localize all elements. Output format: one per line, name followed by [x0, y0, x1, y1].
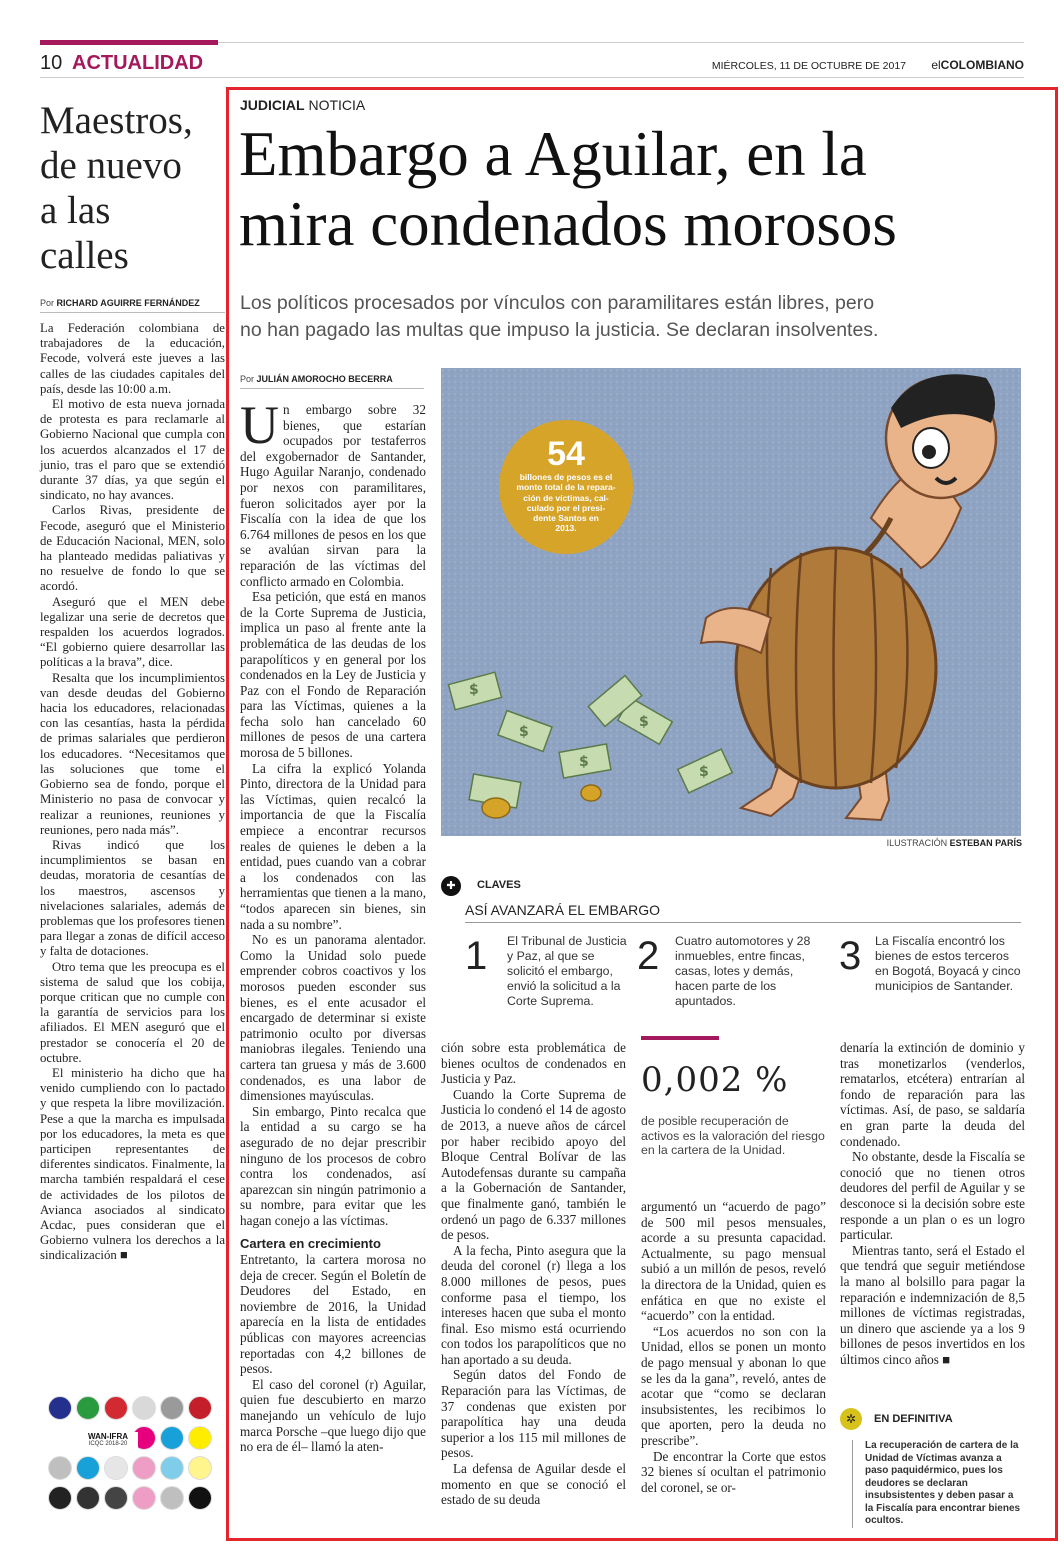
side-title-line: Maestros, — [40, 99, 193, 142]
paragraph: Rivas indicó que los incumplimientos se basan en deudas, moratoria de cesantías de los maestros, ascensos y nivelaciones salariales, además de problemas que los profesores tienen para llegar a zonas de difícil acceso y falta de dotaciones. — [40, 837, 225, 959]
kicker — [240, 97, 365, 113]
color-swatch — [132, 1486, 156, 1510]
logo-caption: ICQC 2018-20 — [88, 1441, 128, 1447]
clave-number: 3 — [839, 934, 862, 978]
color-swatch — [188, 1486, 212, 1510]
paragraph: Sin embargo, Pinto recalca que la entidad a su cargo se ha asegurado de no dejar prescribir ninguno de los procesos de cobro contra los condenados, así aparezcan sin ningún patrimonio a su nombre, para evitar que les hagan conejo a las víctimas. — [240, 1103, 426, 1228]
illustration-credit — [870, 838, 1022, 848]
article-column-2 — [441, 1040, 626, 1508]
clave-number: 2 — [637, 934, 660, 978]
color-swatch — [188, 1456, 212, 1480]
color-swatch — [132, 1396, 156, 1420]
bill-symbol: $ — [469, 682, 479, 698]
paragraph: Carlos Rivas, presidente de Fecode, aseguró que el Ministerio de Educación Nacional, MEN, solo ha planteado medidas paliativas y no resuelve de fondo lo que se acordó. — [40, 503, 225, 594]
badge-line: billones de pesos es el — [519, 472, 613, 482]
color-swatch — [160, 1486, 184, 1510]
illustration — [441, 368, 1021, 836]
issue-date: MIÉRCOLES, 11 DE OCTUBRE DE 2017 — [711, 60, 906, 72]
paragraph: Otro tema que les preocupa es el sistema de salud que los cobija, porque critican que no cumple con la garantía de servicios para los afiliados. El MEN aseguró que el prestador se conocería el 20 de octubre. — [40, 959, 225, 1065]
stat-badge — [499, 420, 633, 554]
claves-label: CLAVES — [477, 879, 521, 891]
wan-ifra-logo — [78, 1432, 138, 1456]
color-swatch — [104, 1456, 128, 1480]
paragraph: La Federación colombiana de trabajadores de la educación, Fecode, volverá este jueves a las calles de las ciudades capitales del país, desde las 10:00 a.m. — [40, 321, 225, 396]
paragraph: A la fecha, Pinto asegura que la deuda del coronel (r) llega a los 8.000 millones de pesos, pues conforme pasa el tiempo, los intereses hacen que suba el monto final. Eso mismo está ocurriendo con todos los parapolíticos que no han aportado a su deuda. — [441, 1242, 626, 1367]
badge-line: culado por el presi- — [526, 502, 606, 513]
color-swatch — [104, 1396, 128, 1420]
claves-title: ASÍ AVANZARÁ EL EMBARGO — [465, 902, 661, 918]
paragraph: El ministerio ha dicho que ha venido cumpliendo con lo pactado y que respeta la libre movilización. Pese a que la marcha es impulsada por los educadores, la meta es que participen representantes de diferentes sindicatos. Finalmente, la marcha también respaldará el cese de actividades de los pilotos de Avianca asociados al sindicato Acdac, pues consideran que el Gobierno vulnera los derechos a la sindicalización ■ — [40, 1065, 225, 1263]
en-definitiva-label: EN DEFINITIVA — [874, 1413, 953, 1425]
side-byline — [40, 298, 225, 313]
paragraph: Cuando la Corte Suprema de Justicia lo condenó el 14 de agosto de 2013, a nueve años de cárcel por haber recibido apoyo del Bloque Central Bolívar de las Autodefensas durante su campaña a la Gobernación de Santander, que finalmente ganó, también le ordenó un pago de 6.337 millones de pesos. — [441, 1086, 626, 1243]
side-title-line: a las — [40, 189, 111, 232]
stat-value: 0,002 % — [641, 1060, 789, 1100]
side-title-line: de nuevo — [40, 144, 182, 187]
kicker-type: NOTICIA — [308, 97, 366, 113]
clave-number: 1 — [465, 934, 488, 978]
paragraph: Aseguró que el MEN debe legalizar una serie de decretos que respalden los acuerdos logrados. “El gobierno quiere desarrollar las políticas a la brava”, dice. — [40, 594, 225, 670]
section-name: ACTUALIDAD — [72, 52, 204, 74]
kicker-section: JUDICIAL — [240, 97, 305, 113]
en-definitiva-icon: ✲ — [840, 1408, 862, 1430]
en-definitiva-text: La recuperación de cartera de la Unidad de Víctimas avanza a paso paquidérmico, pues los deudores se declaran insubsistentes y deben pasar a la Fiscalía para encontrar bienes ocultos. — [852, 1440, 1024, 1528]
badge-line: 2013. — [555, 523, 577, 534]
badge-text — [499, 472, 633, 534]
header-rule — [218, 42, 1024, 43]
paragraph: Entretanto, la cartera morosa no deja de crecer. Según el Boletín de Deudores del Estado, en noviembre de 2016, la Unidad aparecía en la lista de entidades públicas con mayores acreencias reportadas con 4,2 billones de pesos. — [240, 1252, 426, 1377]
bill-symbol: $ — [519, 724, 529, 740]
headline — [239, 119, 1049, 259]
credit-prefix: ILUSTRACIÓN — [886, 838, 948, 848]
paragraph: La defensa de Aguilar desde el momento en que se conoció el estado de su deuda — [441, 1461, 626, 1508]
side-article-title — [40, 98, 225, 278]
badge-line: ción de víctimas, cal- — [523, 492, 609, 503]
article-column-1 — [240, 395, 426, 1455]
color-swatch — [76, 1486, 100, 1510]
color-swatch — [132, 1456, 156, 1480]
brand-logo — [931, 58, 1024, 72]
color-swatch — [76, 1456, 100, 1480]
bill-symbol: $ — [699, 764, 709, 780]
claves-box — [441, 872, 1021, 1020]
color-swatch — [48, 1456, 72, 1480]
byline-author: RICHARD AGUIRRE FERNÁNDEZ — [56, 298, 200, 308]
paragraph: El motivo de esta nueva jornada de protesta es para reclamarle al Gobierno Nacional que cumpla con los acuerdos alcanzados el 17 de junio, tras el paro que se extendió durante 37 días, ya que según el sindicato, no hay avances. — [40, 397, 225, 503]
color-swatch — [104, 1486, 128, 1510]
clave-text: La Fiscalía encontró los bienes de estos terceros en Bogotá, Boyacá y cinco municipios de Santander. — [875, 934, 1021, 993]
side-article-body — [40, 321, 225, 1264]
brand-prefix: el — [931, 58, 941, 72]
byline-author: JULIÁN AMOROCHO BECERRA — [256, 374, 393, 384]
page-number: 10 — [40, 52, 63, 74]
claves-rule — [465, 922, 1021, 923]
bill-symbol: $ — [579, 754, 589, 770]
paragraph: Según datos del Fondo de Reparación para las Víctimas, de 37 condenas que existen por parapolítica hay una deuda superior a los 115 mil millones de pesos. — [441, 1367, 626, 1461]
stat-caption: de posible recuperación de activos es la valoración del riesgo en la cartera de la Unidad. — [641, 1114, 825, 1157]
color-swatch — [76, 1396, 100, 1420]
bill-symbol: $ — [639, 714, 649, 730]
drop-cap: U — [240, 395, 279, 455]
color-certification-block — [40, 1396, 220, 1514]
clave-text: El Tribunal de Justicia y Paz, al que se solicitó el embargo, envió la solicitud a la Corte Suprema. — [507, 934, 627, 1008]
paragraph: ción sobre esta problemática de bienes ocultos de condenados en Justicia y Paz. — [441, 1040, 626, 1087]
paragraph: El caso del coronel (r) Aguilar, quien fue descubierto en marzo manejando un vehículo de lujo marca Porsche –que luego dijo que no era de él– llamó la aten- — [240, 1376, 426, 1455]
page-header — [40, 50, 1024, 78]
byline-prefix: Por — [40, 298, 55, 308]
side-title-line: calles — [40, 234, 129, 277]
article-column-3 — [641, 1199, 826, 1495]
stat-box — [641, 1036, 826, 1158]
side-article — [40, 98, 225, 1264]
color-swatch — [48, 1486, 72, 1510]
lead — [240, 290, 1040, 344]
stat-accent-bar — [641, 1036, 719, 1040]
article-column-4 — [840, 1040, 1025, 1367]
header-accent-bar — [40, 40, 218, 45]
badge-number: 54 — [547, 435, 585, 473]
paragraph: De encontrar la Corte que estos 32 bienes sí ocultan el patrimonio del coronel, se or- — [641, 1448, 826, 1495]
paragraph: Resalta que los incumplimientos van desde deudas del Gobierno hacia los educadores, relacionadas con las cesantías, hasta la pérdida de primas salariales que perdieron los educadores. “Necesitamos que las soluciones que tome el Gobierno sea de fondo, porque el Ministerio no pasa de convocar y realizar a reuniones, reuniones y reuniones, pero nada más”. — [40, 670, 225, 837]
headline-line: Embargo a Aguilar, en la — [239, 119, 867, 189]
lead-line: Los políticos procesados por vínculos con paramilitares están libres, pero — [240, 292, 875, 314]
claves-icon: ✚ — [441, 876, 461, 896]
paragraph: argumentó un “acuerdo de pago” de 500 mil pesos mensuales, acorde a su presunta capacidad. Actualmente, su pago mensual subió a un millón de pesos, reveló la directora de la Unidad, quien es enfática en que no existe el “acuerdo” con la entidad. — [641, 1199, 826, 1324]
lead-line: no han pagado las multas que impuso la justicia. Se declaran insolventes. — [240, 319, 879, 341]
color-swatch — [48, 1396, 72, 1420]
badge-line: monto total de la repara- — [516, 482, 616, 493]
paragraph: No es un panorama alentador. Como la Unidad solo puede emprender cobros coactivos y los morosos pueden esconder sus bienes, es el ente acusador el encargado de determinar si existe patrimonio oculto por diversas maniobras ilegales. Teniendo una cartera tan gruesa y más de 3.600 condenados, es una labor de dimensiones mayúsculas. — [240, 932, 426, 1104]
paragraph: La cifra la explicó Yolanda Pinto, directora de la Unidad para las Víctimas, quien recalcó la importancia de que la Fiscalía empiece a encontrar recursos reales de quienes le deben a la entidad, pues cuando van a cobrar a los condenados con las herramientas que tienen a la mano, “todos aparecen sin bienes, sin nada a su nombre”. — [240, 760, 426, 932]
byline-prefix: Por — [240, 374, 255, 384]
paragraph: n embargo sobre 32 bienes, que estarían ocupados por testaferros del exgobernador de Santander, Hugo Aguilar Naranjo, condenado por nexos con paramilitares, fueron solicitados ayer por la Fiscalía con la idea de que los 6.764 millones de pesos en los que se avalúan sirvan para la reparación de las víctimas del conflicto armado en Colombia. — [240, 402, 426, 589]
color-swatch — [160, 1396, 184, 1420]
logo-text: WAN-IFRA — [88, 1432, 128, 1441]
paragraph: Mientras tanto, será el Estado el que tendrá que seguir metiéndose la mano al bolsillo para pagar la reparación e indemnización de 8,5 millones de víctimas registradas, un dinero que asciende ya a los 9 billones de pesos invertidos en los últimos cinco años ■ — [840, 1242, 1025, 1367]
clave-text: Cuatro automotores y 28 inmuebles, entre fincas, casas, lotes y demás, hacen parte de los apuntados. — [675, 934, 811, 1008]
color-swatch — [188, 1426, 212, 1450]
color-swatch — [160, 1426, 184, 1450]
paragraph: denaría la extinción de dominio y tras monetizarlos (venderlos, rematarlos, etcétera) entrarían al fondo de reparación para las víctimas. Así, de paso, se saldaría en gran parte la deuda del condenado. — [840, 1040, 1025, 1149]
headline-line: mira condenados morosos — [239, 189, 897, 259]
paragraph: Esa petición, que está en manos de la Corte Suprema de Justicia, implica un paso al frente ante la problemática de las deudas de los parapolíticos y en general por los condenados en la Ley de Justicia y Paz con el Fondo de Reparación para las Víctimas, quienes a la fecha solo han cancelado 60 millones de pesos de una cartera morosa de 5 billones. — [240, 589, 426, 761]
color-swatch — [188, 1396, 212, 1420]
paragraph: “Los acuerdos no son con la Unidad, ellos se ponen un monto de pago mensual y abonan lo que se les da la gana”, reveló, antes de acotar que “como se declaran insubsistentes, les recibimos lo que aporten, pero la deuda no prescribe”. — [641, 1323, 826, 1448]
badge-line: dente Santos en — [533, 513, 599, 524]
brand-name: COLOMBIANO — [940, 58, 1024, 72]
subhead: Cartera en crecimiento — [240, 1236, 381, 1252]
paragraph: No obstante, desde la Fiscalía se conoció que no tienen otros deudores del perfil de Aguilar y se desconoce si la decisión sobre este responde a un plan o es un logro particular. — [840, 1149, 1025, 1243]
credit-author: ESTEBAN PARÍS — [949, 838, 1022, 848]
color-swatch — [160, 1456, 184, 1480]
main-byline — [240, 374, 424, 389]
